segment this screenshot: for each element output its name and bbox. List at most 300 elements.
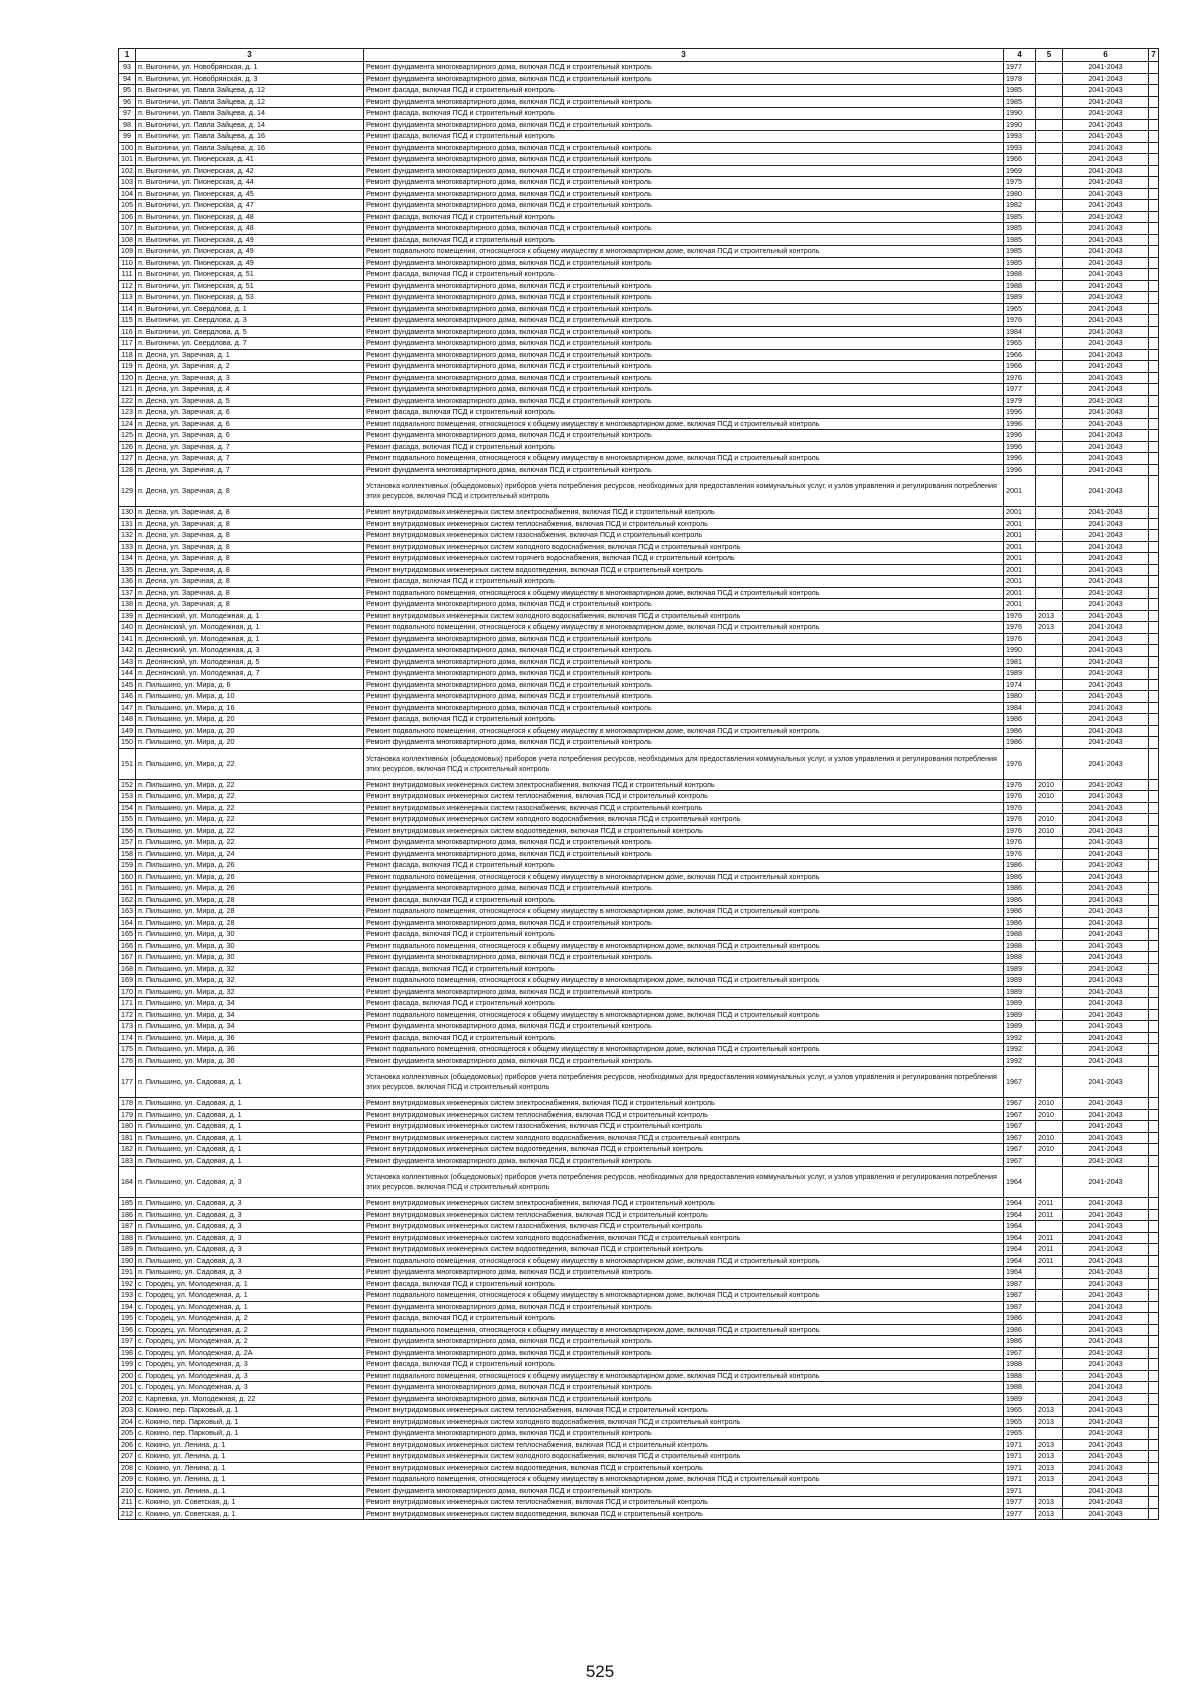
row-planned-period: 2041-2043 bbox=[1063, 1044, 1149, 1056]
table-row bbox=[119, 131, 1159, 143]
row-number: 165 bbox=[119, 929, 136, 941]
row-number: 133 bbox=[119, 541, 136, 553]
row-planned-period: 2041-2043 bbox=[1063, 85, 1149, 97]
row-work-type: Ремонт внутридомовых инженерных систем холодного водоснабжения, включая ПСД и строительный контроль bbox=[364, 1416, 1004, 1428]
table-row bbox=[119, 315, 1159, 327]
row-address: п. Пильшино, ул. Мира, д. 22 bbox=[136, 814, 364, 826]
row-number: 159 bbox=[119, 860, 136, 872]
row-planned-period: 2041-2043 bbox=[1063, 541, 1149, 553]
row-work-type: Ремонт внутридомовых инженерных систем холодного водоснабжения, включая ПСД и строительный контроль bbox=[364, 1232, 1004, 1244]
row-col-7 bbox=[1149, 610, 1159, 622]
table-row bbox=[119, 1109, 1159, 1121]
row-number: 118 bbox=[119, 349, 136, 361]
row-address: п. Пильшино, ул. Садовая, д. 1 bbox=[136, 1155, 364, 1167]
row-address: п. Десна, ул. Заречная, д. 8 bbox=[136, 564, 364, 576]
row-work-type: Ремонт фундамента многоквартирного дома, включая ПСД и строительный контроль bbox=[364, 1267, 1004, 1279]
row-address: п. Десна, ул. Заречная, д. 6 bbox=[136, 430, 364, 442]
table-row bbox=[119, 349, 1159, 361]
row-last-repair-year: 2013 bbox=[1036, 1497, 1063, 1509]
row-address: с. Городец, ул. Молодежная, д. 2А bbox=[136, 1347, 364, 1359]
row-number: 169 bbox=[119, 975, 136, 987]
table-row bbox=[119, 85, 1159, 97]
table-row bbox=[119, 1067, 1159, 1098]
row-last-repair-year bbox=[1036, 541, 1063, 553]
row-last-repair-year bbox=[1036, 85, 1063, 97]
table-row bbox=[119, 430, 1159, 442]
row-address: п. Пильшино, ул. Мира, д. 30 bbox=[136, 929, 364, 941]
row-build-year: 1964 bbox=[1004, 1198, 1036, 1210]
table-row bbox=[119, 154, 1159, 166]
row-build-year: 2001 bbox=[1004, 553, 1036, 565]
row-last-repair-year bbox=[1036, 384, 1063, 396]
row-number: 94 bbox=[119, 73, 136, 85]
table-row bbox=[119, 1497, 1159, 1509]
row-col-7 bbox=[1149, 1301, 1159, 1313]
row-work-type: Ремонт внутридомовых инженерных систем электроснабжения, включая ПСД и строительный контроль bbox=[364, 779, 1004, 791]
header-col-7: 7 bbox=[1149, 49, 1159, 62]
row-build-year: 1989 bbox=[1004, 1393, 1036, 1405]
row-last-repair-year: 2010 bbox=[1036, 779, 1063, 791]
row-build-year: 1966 bbox=[1004, 154, 1036, 166]
row-work-type: Ремонт фундамента многоквартирного дома, включая ПСД и строительный контроль bbox=[364, 349, 1004, 361]
row-planned-period: 2041-2043 bbox=[1063, 1370, 1149, 1382]
row-address: п. Пильшино, ул. Мира, д. 28 bbox=[136, 906, 364, 918]
row-planned-period: 2041-2043 bbox=[1063, 349, 1149, 361]
header-col-1: 1 bbox=[119, 49, 136, 62]
row-number: 173 bbox=[119, 1021, 136, 1033]
table-row bbox=[119, 453, 1159, 465]
row-address: п. Выгоничи, ул. Пионерская, д. 42 bbox=[136, 165, 364, 177]
row-build-year: 1985 bbox=[1004, 257, 1036, 269]
row-planned-period: 2041-2043 bbox=[1063, 361, 1149, 373]
row-planned-period: 2041-2043 bbox=[1063, 1221, 1149, 1233]
row-planned-period: 2041-2043 bbox=[1063, 1167, 1149, 1198]
row-col-7 bbox=[1149, 929, 1159, 941]
row-col-7 bbox=[1149, 1359, 1159, 1371]
table-row bbox=[119, 998, 1159, 1010]
row-planned-period: 2041-2043 bbox=[1063, 599, 1149, 611]
row-build-year: 1996 bbox=[1004, 430, 1036, 442]
row-last-repair-year bbox=[1036, 917, 1063, 929]
row-number: 127 bbox=[119, 453, 136, 465]
row-address: п. Выгоничи, ул. Пионерская, д. 47 bbox=[136, 200, 364, 212]
table-row bbox=[119, 587, 1159, 599]
row-last-repair-year bbox=[1036, 975, 1063, 987]
row-col-7 bbox=[1149, 303, 1159, 315]
row-work-type: Ремонт внутридомовых инженерных систем теплоснабжения, включая ПСД и строительный контроль bbox=[364, 518, 1004, 530]
row-address: п. Выгоничи, ул. Павла Зайцева, д. 12 bbox=[136, 85, 364, 97]
row-last-repair-year bbox=[1036, 998, 1063, 1010]
row-work-type: Ремонт внутридомовых инженерных систем газоснабжения, включая ПСД и строительный контроль bbox=[364, 802, 1004, 814]
row-address: п. Десна, ул. Заречная, д. 8 bbox=[136, 476, 364, 507]
row-build-year: 1967 bbox=[1004, 1132, 1036, 1144]
row-address: п. Выгоничи, ул. Пионерская, д. 48 bbox=[136, 223, 364, 235]
row-last-repair-year bbox=[1036, 553, 1063, 565]
row-last-repair-year: 2013 bbox=[1036, 610, 1063, 622]
row-col-7 bbox=[1149, 1439, 1159, 1451]
row-number: 141 bbox=[119, 633, 136, 645]
row-work-type: Ремонт внутридомовых инженерных систем газоснабжения, включая ПСД и строительный контроль bbox=[364, 1121, 1004, 1133]
row-address: п. Выгоничи, ул. Пионерская, д. 48 bbox=[136, 211, 364, 223]
row-planned-period: 2041-2043 bbox=[1063, 553, 1149, 565]
row-build-year: 1967 bbox=[1004, 1067, 1036, 1098]
row-planned-period: 2041-2043 bbox=[1063, 791, 1149, 803]
table-row bbox=[119, 748, 1159, 779]
row-last-repair-year: 2011 bbox=[1036, 1209, 1063, 1221]
table-row bbox=[119, 871, 1159, 883]
row-last-repair-year: 2013 bbox=[1036, 1405, 1063, 1417]
table-row bbox=[119, 530, 1159, 542]
row-work-type: Ремонт фундамента многоквартирного дома, включая ПСД и строительный контроль bbox=[364, 1393, 1004, 1405]
row-last-repair-year bbox=[1036, 871, 1063, 883]
table-row bbox=[119, 1290, 1159, 1302]
row-planned-period: 2041-2043 bbox=[1063, 372, 1149, 384]
row-col-7 bbox=[1149, 223, 1159, 235]
row-planned-period: 2041-2043 bbox=[1063, 779, 1149, 791]
row-address: п. Пильшино, ул. Садовая, д. 1 bbox=[136, 1109, 364, 1121]
row-planned-period: 2041-2043 bbox=[1063, 1244, 1149, 1256]
row-last-repair-year bbox=[1036, 1382, 1063, 1394]
row-last-repair-year: 2010 bbox=[1036, 1109, 1063, 1121]
row-address: п. Десна, ул. Заречная, д. 8 bbox=[136, 507, 364, 519]
row-build-year: 1974 bbox=[1004, 679, 1036, 691]
row-col-7 bbox=[1149, 553, 1159, 565]
row-planned-period: 2041-2043 bbox=[1063, 1055, 1149, 1067]
row-address: п. Пильшино, ул. Садовая, д. 3 bbox=[136, 1221, 364, 1233]
row-planned-period: 2041-2043 bbox=[1063, 917, 1149, 929]
table-row bbox=[119, 1021, 1159, 1033]
row-last-repair-year bbox=[1036, 702, 1063, 714]
row-address: п. Пильшино, ул. Мира, д. 28 bbox=[136, 917, 364, 929]
row-number: 176 bbox=[119, 1055, 136, 1067]
row-col-7 bbox=[1149, 998, 1159, 1010]
row-col-7 bbox=[1149, 1021, 1159, 1033]
row-last-repair-year bbox=[1036, 530, 1063, 542]
table-row bbox=[119, 211, 1159, 223]
row-number: 212 bbox=[119, 1508, 136, 1520]
table-row bbox=[119, 952, 1159, 964]
row-work-type: Ремонт подвального помещения, относящегося к общему имуществу в многоквартирном доме, включая ПСД и строительный контроль bbox=[364, 587, 1004, 599]
row-work-type: Ремонт подвального помещения, относящегося к общему имуществу в многоквартирном доме, включая ПСД и строительный контроль bbox=[364, 906, 1004, 918]
row-number: 155 bbox=[119, 814, 136, 826]
row-address: п. Пильшино, ул. Мира, д. 30 bbox=[136, 952, 364, 964]
row-col-7 bbox=[1149, 1232, 1159, 1244]
row-col-7 bbox=[1149, 622, 1159, 634]
row-last-repair-year bbox=[1036, 725, 1063, 737]
row-planned-period: 2041-2043 bbox=[1063, 464, 1149, 476]
row-planned-period: 2041-2043 bbox=[1063, 633, 1149, 645]
row-planned-period: 2041-2043 bbox=[1063, 725, 1149, 737]
table-row bbox=[119, 1155, 1159, 1167]
row-col-7 bbox=[1149, 1132, 1159, 1144]
row-number: 175 bbox=[119, 1044, 136, 1056]
row-address: п. Пильшино, ул. Садовая, д. 3 bbox=[136, 1232, 364, 1244]
row-number: 145 bbox=[119, 679, 136, 691]
row-build-year: 1967 bbox=[1004, 1109, 1036, 1121]
row-work-type: Ремонт фасада, включая ПСД и строительный контроль bbox=[364, 108, 1004, 120]
row-planned-period: 2041-2043 bbox=[1063, 622, 1149, 634]
row-number: 102 bbox=[119, 165, 136, 177]
row-work-type: Ремонт фундамента многоквартирного дома, включая ПСД и строительный контроль bbox=[364, 188, 1004, 200]
row-address: п. Десна, ул. Заречная, д. 7 bbox=[136, 453, 364, 465]
row-last-repair-year: 2010 bbox=[1036, 1098, 1063, 1110]
row-address: с. Кокино, пер. Парковый, д. 1 bbox=[136, 1428, 364, 1440]
row-last-repair-year bbox=[1036, 748, 1063, 779]
row-last-repair-year bbox=[1036, 269, 1063, 281]
row-planned-period: 2041-2043 bbox=[1063, 737, 1149, 749]
row-number: 206 bbox=[119, 1439, 136, 1451]
row-work-type: Ремонт фундамента многоквартирного дома, включая ПСД и строительный контроль bbox=[364, 315, 1004, 327]
row-col-7 bbox=[1149, 96, 1159, 108]
row-number: 122 bbox=[119, 395, 136, 407]
row-planned-period: 2041-2043 bbox=[1063, 530, 1149, 542]
row-address: п. Деснянский, ул. Молодежная, д. 5 bbox=[136, 656, 364, 668]
row-planned-period: 2041-2043 bbox=[1063, 1508, 1149, 1520]
row-address: с. Городец, ул. Молодежная, д. 2 bbox=[136, 1324, 364, 1336]
row-number: 153 bbox=[119, 791, 136, 803]
row-number: 198 bbox=[119, 1347, 136, 1359]
row-address: п. Пильшино, ул. Садовая, д. 1 bbox=[136, 1144, 364, 1156]
row-address: с. Кокино, ул. Ленина, д. 1 bbox=[136, 1439, 364, 1451]
row-build-year: 1986 bbox=[1004, 1313, 1036, 1325]
row-planned-period: 2041-2043 bbox=[1063, 154, 1149, 166]
row-last-repair-year bbox=[1036, 1055, 1063, 1067]
row-last-repair-year bbox=[1036, 338, 1063, 350]
row-number: 204 bbox=[119, 1416, 136, 1428]
row-build-year: 1964 bbox=[1004, 1244, 1036, 1256]
row-last-repair-year: 2011 bbox=[1036, 1232, 1063, 1244]
row-col-7 bbox=[1149, 453, 1159, 465]
row-planned-period: 2041-2043 bbox=[1063, 656, 1149, 668]
row-address: п. Выгоничи, ул. Свердлова, д. 7 bbox=[136, 338, 364, 350]
row-work-type: Ремонт внутридомовых инженерных систем холодного водоснабжения, включая ПСД и строительный контроль bbox=[364, 541, 1004, 553]
row-work-type: Ремонт внутридомовых инженерных систем водоотведения, включая ПСД и строительный контроль bbox=[364, 564, 1004, 576]
row-col-7 bbox=[1149, 1508, 1159, 1520]
row-number: 178 bbox=[119, 1098, 136, 1110]
row-planned-period: 2041-2043 bbox=[1063, 407, 1149, 419]
row-work-type: Ремонт фундамента многоквартирного дома, включая ПСД и строительный контроль bbox=[364, 257, 1004, 269]
row-work-type: Ремонт внутридомовых инженерных систем холодного водоснабжения, включая ПСД и строительный контроль bbox=[364, 814, 1004, 826]
row-col-7 bbox=[1149, 418, 1159, 430]
row-address: п. Выгоничи, ул. Новобрянская, д. 3 bbox=[136, 73, 364, 85]
table-row bbox=[119, 1244, 1159, 1256]
row-planned-period: 2041-2043 bbox=[1063, 108, 1149, 120]
row-col-7 bbox=[1149, 645, 1159, 657]
row-work-type: Ремонт фундамента многоквартирного дома, включая ПСД и строительный контроль bbox=[364, 395, 1004, 407]
row-col-7 bbox=[1149, 1382, 1159, 1394]
row-number: 99 bbox=[119, 131, 136, 143]
row-address: п. Десна, ул. Заречная, д. 6 bbox=[136, 407, 364, 419]
row-number: 144 bbox=[119, 668, 136, 680]
row-col-7 bbox=[1149, 702, 1159, 714]
table-row bbox=[119, 1055, 1159, 1067]
table-row bbox=[119, 188, 1159, 200]
row-number: 158 bbox=[119, 848, 136, 860]
row-build-year: 2001 bbox=[1004, 507, 1036, 519]
row-work-type: Ремонт фундамента многоквартирного дома, включая ПСД и строительный контроль bbox=[364, 952, 1004, 964]
row-number: 115 bbox=[119, 315, 136, 327]
row-planned-period: 2041-2043 bbox=[1063, 1155, 1149, 1167]
row-planned-period: 2041-2043 bbox=[1063, 1416, 1149, 1428]
row-work-type: Ремонт фасада, включая ПСД и строительный контроль bbox=[364, 131, 1004, 143]
row-planned-period: 2041-2043 bbox=[1063, 177, 1149, 189]
row-number: 112 bbox=[119, 280, 136, 292]
table-body bbox=[119, 62, 1159, 1520]
row-work-type: Ремонт внутридомовых инженерных систем холодного водоснабжения, включая ПСД и строительный контроль bbox=[364, 1132, 1004, 1144]
row-address: п. Пильшино, ул. Мира, д. 22 bbox=[136, 802, 364, 814]
row-build-year: 2001 bbox=[1004, 587, 1036, 599]
row-number: 202 bbox=[119, 1393, 136, 1405]
row-col-7 bbox=[1149, 73, 1159, 85]
row-build-year: 1975 bbox=[1004, 177, 1036, 189]
row-address: п. Десна, ул. Заречная, д. 8 bbox=[136, 576, 364, 588]
row-col-7 bbox=[1149, 1109, 1159, 1121]
row-address: п. Пильшино, ул. Мира, д. 20 bbox=[136, 737, 364, 749]
row-last-repair-year bbox=[1036, 1485, 1063, 1497]
row-col-7 bbox=[1149, 1462, 1159, 1474]
row-address: п. Десна, ул. Заречная, д. 5 bbox=[136, 395, 364, 407]
row-number: 130 bbox=[119, 507, 136, 519]
row-planned-period: 2041-2043 bbox=[1063, 62, 1149, 74]
row-number: 138 bbox=[119, 599, 136, 611]
row-address: п. Пильшино, ул. Мира, д. 32 bbox=[136, 963, 364, 975]
row-col-7 bbox=[1149, 791, 1159, 803]
row-build-year: 1987 bbox=[1004, 1290, 1036, 1302]
row-col-7 bbox=[1149, 1313, 1159, 1325]
row-address: п. Пильшино, ул. Мира, д. 26 bbox=[136, 883, 364, 895]
table-row bbox=[119, 553, 1159, 565]
row-work-type: Ремонт фундамента многоквартирного дома, включая ПСД и строительный контроль bbox=[364, 668, 1004, 680]
row-col-7 bbox=[1149, 384, 1159, 396]
row-col-7 bbox=[1149, 372, 1159, 384]
row-planned-period: 2041-2043 bbox=[1063, 906, 1149, 918]
row-number: 200 bbox=[119, 1370, 136, 1382]
row-planned-period: 2041-2043 bbox=[1063, 986, 1149, 998]
row-work-type: Ремонт внутридомовых инженерных систем теплоснабжения, включая ПСД и строительный контроль bbox=[364, 1209, 1004, 1221]
row-address: п. Пильшино, ул. Мира, д. 36 bbox=[136, 1044, 364, 1056]
row-last-repair-year bbox=[1036, 691, 1063, 703]
row-build-year: 2001 bbox=[1004, 576, 1036, 588]
table-row bbox=[119, 476, 1159, 507]
row-work-type: Ремонт фундамента многоквартирного дома, включая ПСД и строительный контроль bbox=[364, 372, 1004, 384]
table-row bbox=[119, 303, 1159, 315]
row-last-repair-year bbox=[1036, 246, 1063, 258]
row-build-year: 1989 bbox=[1004, 975, 1036, 987]
row-number: 96 bbox=[119, 96, 136, 108]
table-row bbox=[119, 668, 1159, 680]
row-address: п. Десна, ул. Заречная, д. 8 bbox=[136, 587, 364, 599]
row-address: п. Пильшино, ул. Мира, д. 20 bbox=[136, 714, 364, 726]
row-col-7 bbox=[1149, 860, 1159, 872]
row-address: п. Выгоничи, ул. Свердлова, д. 3 bbox=[136, 315, 364, 327]
row-build-year: 1964 bbox=[1004, 1267, 1036, 1279]
row-number: 205 bbox=[119, 1428, 136, 1440]
row-work-type: Ремонт фундамента многоквартирного дома, включая ПСД и строительный контроль bbox=[364, 1347, 1004, 1359]
row-col-7 bbox=[1149, 737, 1159, 749]
repair-schedule-table bbox=[118, 48, 1159, 1520]
row-number: 97 bbox=[119, 108, 136, 120]
row-planned-period: 2041-2043 bbox=[1063, 1121, 1149, 1133]
row-build-year: 1976 bbox=[1004, 779, 1036, 791]
row-address: п. Десна, ул. Заречная, д. 4 bbox=[136, 384, 364, 396]
row-planned-period: 2041-2043 bbox=[1063, 1382, 1149, 1394]
row-work-type: Ремонт фундамента многоквартирного дома, включая ПСД и строительный контроль bbox=[364, 223, 1004, 235]
row-col-7 bbox=[1149, 1485, 1159, 1497]
table-row bbox=[119, 1347, 1159, 1359]
row-number: 103 bbox=[119, 177, 136, 189]
row-number: 194 bbox=[119, 1301, 136, 1313]
header-col-3: 3 bbox=[364, 49, 1004, 62]
row-last-repair-year bbox=[1036, 737, 1063, 749]
row-planned-period: 2041-2043 bbox=[1063, 952, 1149, 964]
row-planned-period: 2041-2043 bbox=[1063, 165, 1149, 177]
row-build-year: 1977 bbox=[1004, 384, 1036, 396]
row-build-year: 1988 bbox=[1004, 1359, 1036, 1371]
row-work-type: Ремонт фундамента многоквартирного дома, включая ПСД и строительный контроль bbox=[364, 165, 1004, 177]
row-number: 140 bbox=[119, 622, 136, 634]
row-address: п. Пильшино, ул. Садовая, д. 1 bbox=[136, 1098, 364, 1110]
row-number: 193 bbox=[119, 1290, 136, 1302]
table-row bbox=[119, 645, 1159, 657]
row-col-7 bbox=[1149, 1032, 1159, 1044]
row-number: 184 bbox=[119, 1167, 136, 1198]
row-last-repair-year bbox=[1036, 234, 1063, 246]
row-number: 207 bbox=[119, 1451, 136, 1463]
row-last-repair-year bbox=[1036, 940, 1063, 952]
row-build-year: 1967 bbox=[1004, 1144, 1036, 1156]
row-last-repair-year bbox=[1036, 62, 1063, 74]
row-work-type: Ремонт подвального помещения, относящегося к общему имуществу в многоквартирном доме, включая ПСД и строительный контроль bbox=[364, 725, 1004, 737]
row-build-year: 1990 bbox=[1004, 119, 1036, 131]
row-planned-period: 2041-2043 bbox=[1063, 476, 1149, 507]
row-work-type: Ремонт фундамента многоквартирного дома, включая ПСД и строительный контроль bbox=[364, 142, 1004, 154]
row-last-repair-year: 2011 bbox=[1036, 1255, 1063, 1267]
row-build-year: 1988 bbox=[1004, 269, 1036, 281]
row-planned-period: 2041-2043 bbox=[1063, 303, 1149, 315]
row-planned-period: 2041-2043 bbox=[1063, 1109, 1149, 1121]
row-work-type: Ремонт фасада, включая ПСД и строительный контроль bbox=[364, 269, 1004, 281]
row-build-year: 2001 bbox=[1004, 476, 1036, 507]
table-row bbox=[119, 62, 1159, 74]
row-number: 137 bbox=[119, 587, 136, 599]
row-col-7 bbox=[1149, 1497, 1159, 1509]
table-row bbox=[119, 656, 1159, 668]
row-work-type: Ремонт фундамента многоквартирного дома, включая ПСД и строительный контроль bbox=[364, 702, 1004, 714]
row-address: п. Деснянский, ул. Молодежная, д. 1 bbox=[136, 610, 364, 622]
table-row bbox=[119, 96, 1159, 108]
row-col-7 bbox=[1149, 246, 1159, 258]
row-planned-period: 2041-2043 bbox=[1063, 211, 1149, 223]
row-planned-period: 2041-2043 bbox=[1063, 73, 1149, 85]
table-row bbox=[119, 1439, 1159, 1451]
row-address: с. Городец, ул. Молодежная, д. 3 bbox=[136, 1382, 364, 1394]
row-col-7 bbox=[1149, 963, 1159, 975]
row-work-type: Ремонт подвального помещения, относящегося к общему имуществу в многоквартирном доме, включая ПСД и строительный контроль bbox=[364, 975, 1004, 987]
row-last-repair-year bbox=[1036, 211, 1063, 223]
row-build-year: 1984 bbox=[1004, 326, 1036, 338]
row-build-year: 1976 bbox=[1004, 372, 1036, 384]
row-number: 151 bbox=[119, 748, 136, 779]
row-work-type: Ремонт фасада, включая ПСД и строительный контроль bbox=[364, 441, 1004, 453]
row-work-type: Ремонт фундамента многоквартирного дома, включая ПСД и строительный контроль bbox=[364, 883, 1004, 895]
row-work-type: Ремонт фасада, включая ПСД и строительный контроль bbox=[364, 1313, 1004, 1325]
table-row bbox=[119, 257, 1159, 269]
row-build-year: 2001 bbox=[1004, 518, 1036, 530]
row-address: п. Выгоничи, ул. Пионерская, д. 44 bbox=[136, 177, 364, 189]
table-row bbox=[119, 1278, 1159, 1290]
table-row bbox=[119, 1132, 1159, 1144]
row-work-type: Ремонт внутридомовых инженерных систем водоотведения, включая ПСД и строительный контроль bbox=[364, 1462, 1004, 1474]
